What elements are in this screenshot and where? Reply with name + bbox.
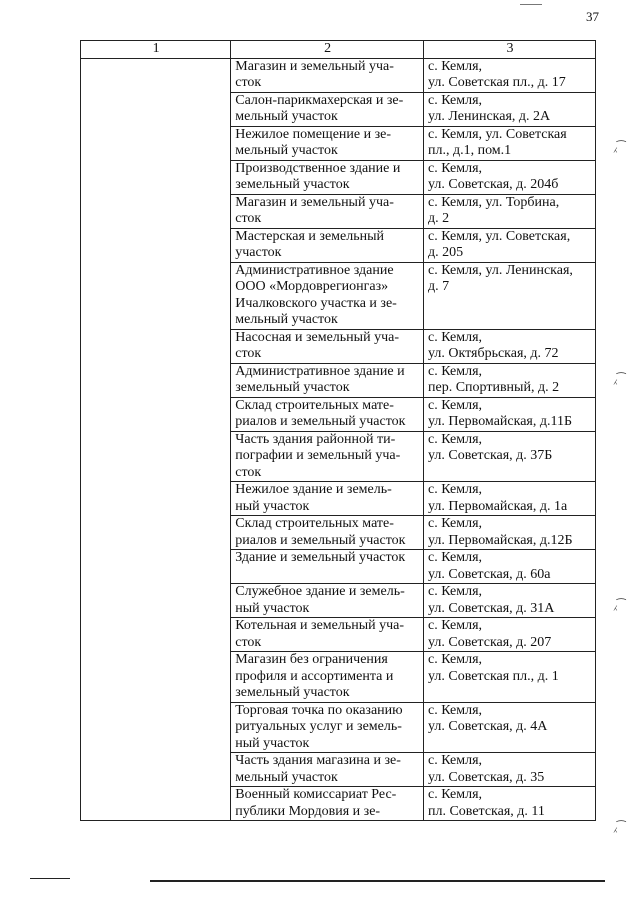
object-name-cell: Насосная и земельный уча- сток	[231, 329, 424, 363]
object-name-cell: Нежилое помещение и зе- мельный участок	[231, 126, 424, 160]
footer-rule	[150, 880, 605, 882]
object-name-cell: Служебное здание и земель- ный участок	[231, 584, 424, 618]
address-cell: с. Кемля, ул. Советская, д. 204б	[423, 160, 595, 194]
address-cell: с. Кемля, ул. Советская пл., д. 17	[423, 58, 595, 92]
margin-mark: ⁁⁀	[614, 140, 626, 153]
address-cell: с. Кемля, ул. Ленинская, д. 7	[423, 262, 595, 329]
object-name-cell: Торговая точка по оказанию ритуальных услуг и земель- ный участок	[231, 702, 424, 753]
address-cell: с. Кемля, пл. Советская, д. 11	[423, 787, 595, 821]
margin-mark: ⁁⁀	[614, 372, 626, 385]
address-cell: с. Кемля, ул. Советская, д. 37Б	[423, 431, 595, 482]
table-header-row	[81, 41, 596, 59]
address-cell: с. Кемля, ул. Советская, д. 35	[423, 753, 595, 787]
object-name-cell: Административное здание и земельный участок	[231, 363, 424, 397]
object-name-cell: Склад строительных мате- риалов и земельный участок	[231, 516, 424, 550]
address-cell: с. Кемля, ул. Первомайская, д. 1а	[423, 482, 595, 516]
address-cell: с. Кемля, ул. Торбина, д. 2	[423, 194, 595, 228]
address-cell: с. Кемля, ул. Советская, д. 60а	[423, 550, 595, 584]
object-name-cell: Производственное здание и земельный участок	[231, 160, 424, 194]
object-name-cell: Военный комиссариат Рес- публики Мордовия и зе-	[231, 787, 424, 821]
object-name-cell: Мастерская и земельный участок	[231, 228, 424, 262]
address-cell: с. Кемля, ул. Советская пл., д.1, пом.1	[423, 126, 595, 160]
page-number: 37	[586, 9, 599, 24]
object-name-cell: Магазин и земельный уча- сток	[231, 194, 424, 228]
object-name-cell: Здание и земельный участок	[231, 550, 424, 584]
column-header-3: 3	[423, 41, 595, 59]
object-name-cell: Часть здания районной ти- пографии и земельный уча- сток	[231, 431, 424, 482]
address-cell: с. Кемля, ул. Советская, д. 4А	[423, 702, 595, 753]
address-cell: с. Кемля, ул. Советская, д. 207	[423, 618, 595, 652]
object-name-cell: Магазин и земельный уча- сток	[231, 58, 424, 92]
address-cell: с. Кемля, ул. Советская, д. 205	[423, 228, 595, 262]
address-cell: с. Кемля, ул. Октябрьская, д. 72	[423, 329, 595, 363]
address-cell: с. Кемля, ул. Первомайская, д.11Б	[423, 397, 595, 431]
object-name-cell: Магазин без ограничения профиля и ассортимента и земельный участок	[231, 652, 424, 703]
object-name-cell: Салон-парикмахерская и зе- мельный участок	[231, 92, 424, 126]
address-cell: с. Кемля, ул. Ленинская, д. 2А	[423, 92, 595, 126]
object-name-cell: Склад строительных мате- риалов и земельный участок	[231, 397, 424, 431]
address-cell: с. Кемля, ул. Советская пл., д. 1	[423, 652, 595, 703]
column-header-1: 1	[81, 41, 231, 59]
column-1-cell	[81, 58, 231, 821]
object-name-cell: Котельная и земельный уча- сток	[231, 618, 424, 652]
object-name-cell: Нежилое здание и земель- ный участок	[231, 482, 424, 516]
scan-artifact-line	[520, 4, 542, 5]
object-name-cell: Административное здание ООО «Мордоврегионгаз» Ичалковского участка и зе- мельный участок	[231, 262, 424, 329]
margin-mark: ⁁⁀	[614, 820, 626, 833]
address-cell: с. Кемля, ул. Первомайская, д.12Б	[423, 516, 595, 550]
margin-mark: ⁁⁀	[614, 598, 626, 611]
property-table	[80, 40, 596, 821]
object-name-cell: Часть здания магазина и зе- мельный участок	[231, 753, 424, 787]
footer-rule-short	[30, 878, 70, 879]
table-row	[81, 58, 596, 92]
address-cell: с. Кемля, пер. Спортивный, д. 2	[423, 363, 595, 397]
column-header-2: 2	[231, 41, 424, 59]
address-cell: с. Кемля, ул. Советская, д. 31А	[423, 584, 595, 618]
table-body	[81, 58, 596, 821]
